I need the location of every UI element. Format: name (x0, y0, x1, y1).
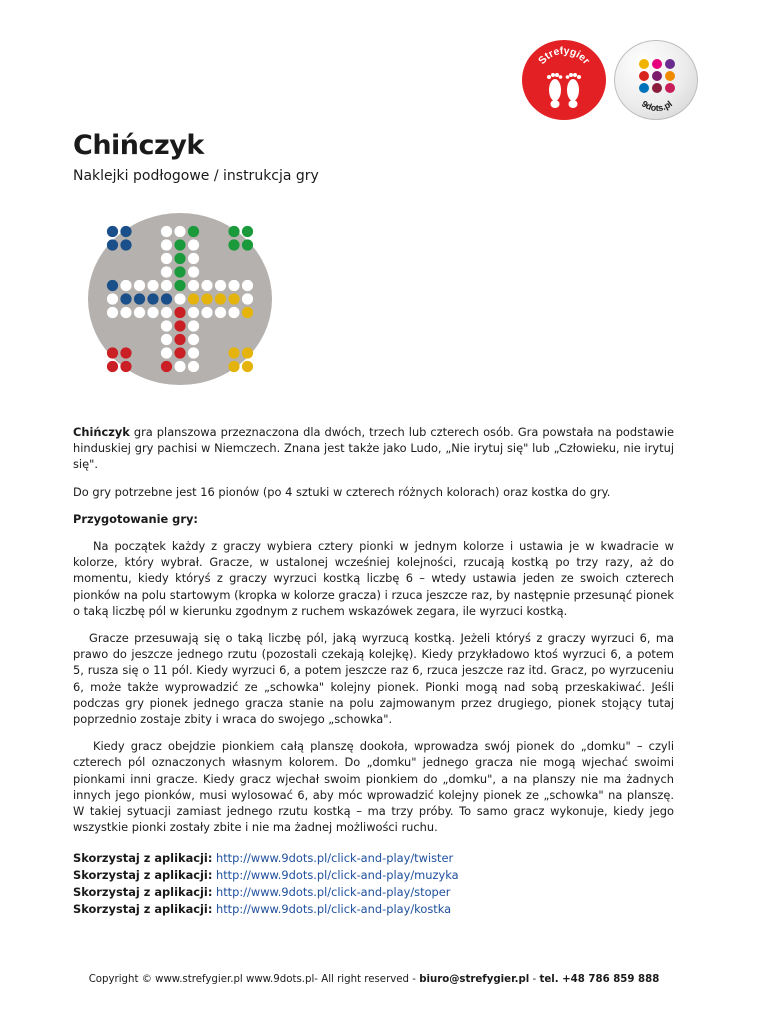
board-field-green (188, 226, 199, 237)
board-field-white (228, 307, 239, 318)
board-field-blue (120, 293, 131, 304)
intro-paragraph (73, 424, 674, 473)
page-title: Chińczyk (73, 130, 204, 161)
board-field-green (242, 226, 253, 237)
app-link-label: Skorzystaj z aplikacji: (73, 851, 213, 865)
logo-dot (665, 71, 675, 81)
app-link-row (73, 901, 459, 918)
footprints-icon (547, 73, 581, 108)
board-field-blue (147, 293, 158, 304)
board-field-white (188, 307, 199, 318)
board-field-yellow (228, 361, 239, 372)
board-field-red (161, 361, 172, 372)
board-field-white (161, 280, 172, 291)
board-field-white (228, 280, 239, 291)
strefygier-logo (522, 40, 606, 120)
board-field-red (174, 320, 185, 331)
logo-dot (652, 71, 662, 81)
strefygier-logo-text: Strefygier (536, 44, 593, 67)
board-field-red (107, 347, 118, 358)
logo-dot (652, 59, 662, 69)
board-field-yellow (201, 293, 212, 304)
intro-bold: Chińczyk (73, 425, 130, 439)
board-field-white (188, 361, 199, 372)
board-field-white (107, 293, 118, 304)
board-field-white (134, 307, 145, 318)
board-field-white (188, 239, 199, 250)
board-field-white (188, 320, 199, 331)
board-field-green (228, 239, 239, 250)
board-field-yellow (215, 293, 226, 304)
app-link-row (73, 884, 459, 901)
board-field-red (174, 334, 185, 345)
app-link-row (73, 867, 459, 884)
board-field-white (161, 239, 172, 250)
board-field-red (107, 361, 118, 372)
board-field-yellow (188, 293, 199, 304)
board-field-green (174, 266, 185, 277)
footer-email[interactable]: biuro@strefygier.pl (419, 974, 530, 985)
board-field-blue (120, 226, 131, 237)
footer-phone: tel. +48 786 859 888 (539, 974, 660, 985)
board-field-yellow (242, 347, 253, 358)
board-field-white (147, 280, 158, 291)
board-field-white (188, 253, 199, 264)
board-field-white (242, 293, 253, 304)
app-link-kostka[interactable]: http://www.9dots.pl/click-and-play/kostka (216, 902, 452, 916)
board-field-white (201, 307, 212, 318)
board-field-yellow (228, 293, 239, 304)
board-field-white (161, 334, 172, 345)
rules-paragraph-2: Gracze przesuwają się o taką liczbę pól, jaką wyrzucą kostką. Jeżeli któryś z graczy wyrzuci 6, ma prawo do jeszcze jednego rzutu (pozostali czekają kolejkę). Kiedy przykładowo ktoś wyrzuci 6, a potem 5, rusza się o 11 pól. Kiedy wyrzuci 6, a potem jeszcze raz 6, rzuca jeszcze raz itd. Gracz, po wyrzuceniu 6, może także wyprowadzić ze „schowka" kolejny pionek. Pionki mogą nad sobą przeskakiwać. Jeśli podczas gry pionek jednego gracza stanie na polu zajmowanym przez drugiego, pionek stojący tutaj poprzednio zostaje zbity i wraca do swojego „schowka". (73, 631, 674, 727)
board-field-yellow (242, 361, 253, 372)
board-field-white (188, 280, 199, 291)
logo-dot (665, 83, 675, 93)
9dots-logo-graphic (615, 41, 699, 121)
board-field-white (120, 280, 131, 291)
strefygier-logo-graphic (522, 40, 606, 120)
logo-dot (665, 59, 675, 69)
footer-copyright: Copyright © www.strefygier.pl www.9dots.pl- All right reserved - (88, 974, 420, 985)
prep-heading-text: Przygotowanie gry: (73, 511, 198, 526)
board-field-white (161, 307, 172, 318)
board-field-white (174, 361, 185, 372)
ludo-board-illustration (88, 213, 272, 385)
board-field-blue (107, 280, 118, 291)
prep-heading (73, 511, 674, 527)
board-field-white (161, 347, 172, 358)
board-field-white (107, 307, 118, 318)
page-subtitle: Naklejki podłogowe / instrukcja gry (73, 168, 319, 184)
board-field-white (120, 307, 131, 318)
instructions-text (73, 424, 674, 846)
app-link-label: Skorzystaj z aplikacji: (73, 902, 213, 916)
board-field-white (215, 307, 226, 318)
board-field-red (120, 347, 131, 358)
board-field-white (188, 347, 199, 358)
footer-separator: - (529, 974, 540, 985)
board-field-green (242, 239, 253, 250)
rules-paragraph-3: Kiedy gracz obejdzie pionkiem całą planszę dookoła, wprowadza swój pionek do „domku" – czyli czterech pól oznaczonych własnym kolorem. Do „domku" jednego gracza nie mogą wjechać swoimi pionkami inni gracze. Kiedy gracz wjechał swoim pionkiem do „domku", a na planszy nie ma żadnych innych jego pionków, musi wylosować 6, aby móc wprowadzić kolejny pionek ze „schowka" na planszę. W takiej sytuacji zamiast jednego rzutu kostką – ma trzy próby. To samo gracz wykonuje, kiedy jego wszystkie pionki zostały zbite i nie ma żadnej możliwości ruchu. (73, 739, 674, 835)
intro-text: gra planszowa przeznaczona dla dwóch, trzech lub czterech osób. Gra powstała na podstawie hinduskiej gry pachisi w Niemczech. Znana jest także jako Ludo, „Nie irytuj się" lub „Człowieku, nie irytuj się". (73, 425, 674, 472)
board-field-blue (107, 239, 118, 250)
board-field-white (215, 280, 226, 291)
board-field-white (147, 307, 158, 318)
board-field-yellow (242, 307, 253, 318)
board-field-white (188, 334, 199, 345)
logo-dot (639, 59, 649, 69)
board-field-white (188, 266, 199, 277)
9dots-logo-text: 9dots.pl (639, 98, 675, 114)
board-field-green (228, 226, 239, 237)
board-field-green (174, 253, 185, 264)
app-links (73, 850, 459, 918)
footer (0, 972, 748, 988)
board-field-white (161, 320, 172, 331)
board-field-green (174, 280, 185, 291)
board-field-green (174, 239, 185, 250)
logo-dot (639, 71, 649, 81)
board-field-white (161, 266, 172, 277)
app-link-label: Skorzystaj z aplikacji: (73, 868, 213, 882)
app-link-muzyka[interactable]: http://www.9dots.pl/click-and-play/muzyka (216, 868, 459, 882)
app-link-label: Skorzystaj z aplikacji: (73, 885, 213, 899)
9dots-logo (614, 40, 698, 120)
board-field-white (242, 280, 253, 291)
board-field-yellow (228, 347, 239, 358)
board-field-white (161, 226, 172, 237)
rules-paragraph-1: Na początek każdy z graczy wybiera cztery pionki w jednym kolorze i ustawia je w kwadracie w kolorze, który wybrał. Gracze, w ustalonej wcześniej kolejności, rzucają kostką po trzy razy, aż do momentu, kiedy któryś z graczy wyrzuci kostką liczbę 6 – wtedy ustawia jeden ze swoich czterech pionków na polu startowym (kropka w kolorze gracza) i rzuca jeszcze raz, by następnie przesunąć pionek o taką liczbę pól w kierunku zgodnym z ruchem wskazówek zegara, ile wyrzuci kostką. (73, 539, 674, 618)
board-field-blue (134, 293, 145, 304)
board-field-blue (107, 226, 118, 237)
logo-dot (639, 83, 649, 93)
board-field-white (174, 293, 185, 304)
board-field-white (161, 253, 172, 264)
logo-dot (652, 83, 662, 93)
equipment-paragraph: Do gry potrzebne jest 16 pionów (po 4 sztuki w czterech różnych kolorach) oraz kostka do gry. (73, 484, 611, 499)
ludo-board-graphic (88, 213, 272, 385)
board-field-white (134, 280, 145, 291)
board-field-red (174, 307, 185, 318)
board-field-red (174, 347, 185, 358)
board-field-white (174, 226, 185, 237)
app-link-row (73, 850, 459, 867)
board-field-blue (161, 293, 172, 304)
board-field-blue (120, 239, 131, 250)
board-field-red (120, 361, 131, 372)
app-link-twister[interactable]: http://www.9dots.pl/click-and-play/twister (216, 851, 454, 865)
app-link-stoper[interactable]: http://www.9dots.pl/click-and-play/stoper (216, 885, 451, 899)
board-field-white (201, 280, 212, 291)
